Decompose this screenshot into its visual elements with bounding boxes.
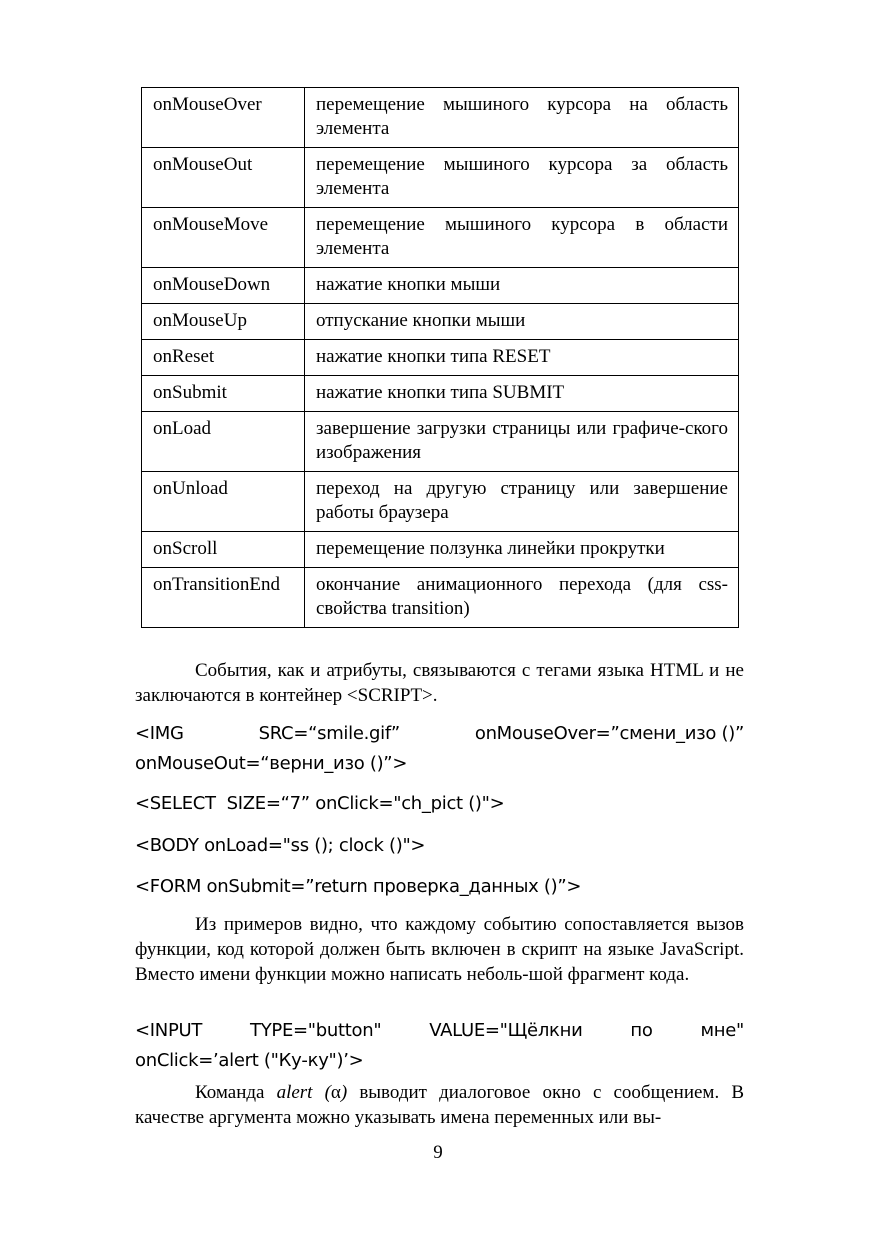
event-name-cell: onMouseDown	[142, 268, 305, 304]
event-row	[142, 340, 739, 376]
event-row	[142, 532, 739, 568]
code-example-input	[135, 1016, 744, 1076]
event-description-cell: перемещение мышиного курсора за область элемента	[305, 148, 739, 208]
event-description-cell: завершение загрузки страницы или графиче-ского изображения	[305, 412, 739, 472]
event-name-cell: onTransitionEnd	[142, 568, 305, 628]
alert-rest: выводит диалоговое окно с сообщением. В качестве аргумента можно указывать имена переменных или вы-	[135, 1082, 744, 1128]
event-description-cell: нажатие кнопки типа SUBMIT	[305, 376, 739, 412]
event-name-cell: onReset	[142, 340, 305, 376]
event-name-cell: onScroll	[142, 532, 305, 568]
code-input-line-1	[135, 1016, 744, 1046]
event-name-cell: onMouseOver	[142, 88, 305, 148]
code-input-line-2: onClick=’alert ("Ку-ку")’>	[135, 1050, 364, 1071]
event-row	[142, 472, 739, 532]
alert-prefix: Команда	[195, 1082, 277, 1103]
code-token: <INPUT	[135, 1020, 203, 1041]
event-name-cell: onLoad	[142, 412, 305, 472]
event-row	[142, 568, 739, 628]
code-token: onMouseOver=”смени_изо ()”	[474, 723, 744, 744]
code-example-body: <BODY onLoad="ss (); clock ()">	[135, 835, 426, 856]
event-description-cell: переход на другую страницу или завершение работы браузера	[305, 472, 739, 532]
alert-command: alert (	[276, 1082, 331, 1103]
event-name-cell: onMouseMove	[142, 208, 305, 268]
event-row	[142, 412, 739, 472]
code-example-select: <SELECT SIZE=“7” onClick="ch_pict ()">	[135, 793, 505, 814]
event-name-cell: onSubmit	[142, 376, 305, 412]
event-description-cell: отпускание кнопки мыши	[305, 304, 739, 340]
event-row	[142, 148, 739, 208]
event-description-cell: нажатие кнопки типа RESET	[305, 340, 739, 376]
code-token: TYPE="button"	[250, 1020, 382, 1041]
event-row	[142, 376, 739, 412]
paragraph-function-call: Из примеров видно, что каждому событию сопоставляется вызов функции, код которой должен быть включен в скрипт на языке JavaScript. Вместо имени функции можно написать неболь-шой фрагмент кода.	[135, 914, 744, 985]
event-description-cell: нажатие кнопки мыши	[305, 268, 739, 304]
code-token: VALUE="Щёлкни	[429, 1020, 583, 1041]
event-row	[142, 208, 739, 268]
code-img-line-2: onMouseOut=“верни_изо ()”>	[135, 753, 408, 774]
alert-close: )	[340, 1082, 348, 1103]
event-description-cell: перемещение мышиного курсора на область элемента	[305, 88, 739, 148]
events-table-body	[142, 88, 739, 628]
alert-alpha: α	[330, 1082, 341, 1103]
code-token: SRC=“smile.gif”	[258, 723, 400, 744]
code-token: мне"	[700, 1020, 744, 1041]
code-token: <IMG	[135, 723, 184, 744]
code-example-form: <FORM onSubmit=”return проверка_данных ()”>	[135, 876, 582, 897]
event-description-cell: перемещение ползунка линейки прокрутки	[305, 532, 739, 568]
code-example-img	[135, 719, 744, 779]
code-token: по	[630, 1020, 653, 1041]
event-description-cell: окончание анимационного перехода (для css-свойства transition)	[305, 568, 739, 628]
event-row	[142, 88, 739, 148]
events-table	[141, 87, 739, 628]
event-row	[142, 268, 739, 304]
paragraph-alert	[135, 1080, 744, 1130]
code-img-line-1	[135, 719, 744, 749]
event-name-cell: onMouseUp	[142, 304, 305, 340]
event-row	[142, 304, 739, 340]
event-name-cell: onUnload	[142, 472, 305, 532]
event-description-cell: перемещение мышиного курсора в области элемента	[305, 208, 739, 268]
page-number: 9	[433, 1142, 443, 1163]
event-name-cell: onMouseOut	[142, 148, 305, 208]
paragraph-events-binding: События, как и атрибуты, связываются с тегами языка HTML и не заключаются в контейнер <SCRIPT>.	[135, 660, 744, 706]
